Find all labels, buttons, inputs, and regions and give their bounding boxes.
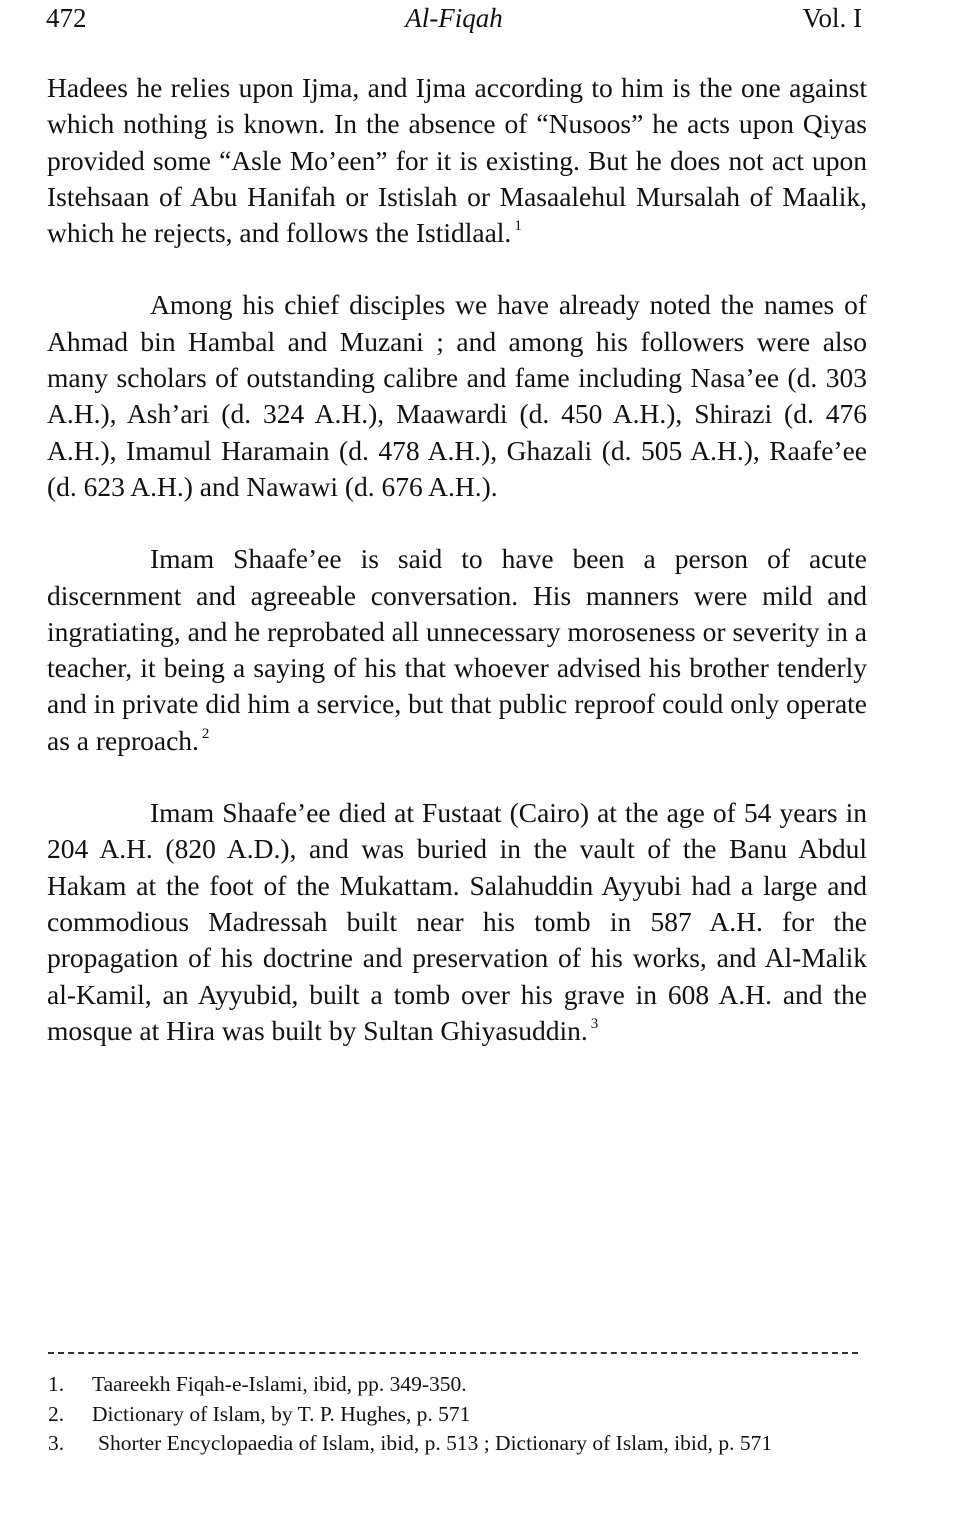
footnote-number: 1.: [48, 1372, 65, 1396]
page-header: [46, 2, 862, 38]
volume-label: Vol. I: [802, 3, 862, 33]
footnote-1: [48, 1370, 886, 1400]
body-text: [47, 70, 867, 1085]
footnote-text: Dictionary of Islam, by T. P. Hughes, p. 571: [92, 1401, 471, 1426]
footnote-ref-1: 1: [514, 218, 522, 235]
paragraph-2: [47, 287, 867, 505]
footnote-ref-3: 3: [590, 1015, 599, 1032]
paragraph-text: Hadees he relies upon Ijma, and Ijma according to him is the one against which nothing is known. In the absence of “Nusoos” he acts upon Qiyas provided some “Asle Mo’een” for it is existing. But he does not act upon Istehsaan of Abu Hanifah or Istislah or Masaalehul Mursalah of Maalik, which he rejects, and follows the Istidlaal.: [47, 72, 867, 249]
paragraph-1: [47, 70, 867, 251]
paragraph-text: Imam Shaafe’ee is said to have been a person of acute discernment and agreeable conversation. His manners were mild and ingratiating, and he reprobated all unnecessary moroseness or severity in a teacher, it being a saying of his that whoever advised his brother tenderly and in private did him a service, but that public reproof could only operate as a reproach.: [47, 543, 867, 756]
footnote-number: 3.: [48, 1431, 65, 1455]
footnote-3: [48, 1429, 886, 1459]
footnote-number: 2.: [48, 1401, 65, 1426]
footnotes: [48, 1370, 886, 1459]
running-title: Al-Fiqah: [405, 3, 503, 33]
footnote-separator: [48, 1352, 858, 1354]
paragraph-3: [47, 541, 867, 759]
page-number: 472: [46, 3, 87, 33]
footnote-2: [48, 1400, 886, 1430]
footnote-text: Taareekh Fiqah-e-Islami, ibid, pp. 349-350.: [92, 1372, 467, 1396]
paragraph-4: [47, 795, 867, 1049]
footnote-text: Shorter Encyclopaedia of Islam, ibid, p. 513 ; Dictionary of Islam, ibid, p. 571: [98, 1431, 773, 1455]
paragraph-text: Among his chief disciples we have already noted the names of Ahmad bin Hambal and Muzani ; and among his followers were also many scholars of outstanding calibre and fame including Nasa’ee (d. 303 A.H.), Ash’ari (d. 324 A.H.), Maawardi (d. 450 A.H.), Shirazi (d. 476 A.H.), Imamul Haramain (d. 478 A.H.), Ghazali (d. 505 A.H.), Raafe’ee (d. 623 A.H.) and Nawawi (d. 676 A.H.).: [47, 289, 867, 502]
paragraph-text: Imam Shaafe’ee died at Fustaat (Cairo) at the age of 54 years in 204 A.H. (820 A.D.), and was buried in the vault of the Banu Abdul Hakam at the foot of the Mukattam. Salahuddin Ayyubi had a large and commodious Madressah built near his tomb in 587 A.H. for the propagation of his doctrine and preservation of his works, and Al-Malik al-Kamil, an Ayyubid, built a tomb over his grave in 608 A.H. and the mosque at Hira was built by Sultan Ghiyasuddin.: [47, 797, 867, 1046]
footnote-ref-2: 2: [201, 725, 210, 742]
